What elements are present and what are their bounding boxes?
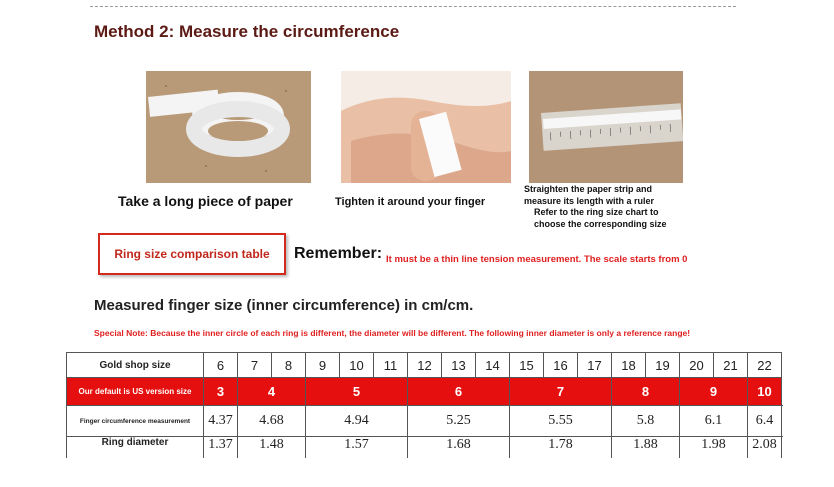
- diameter-cell: 1.48: [238, 437, 306, 460]
- circumference-cell: 5.55: [510, 406, 612, 437]
- circumference-label: Finger circumference measurement: [67, 406, 204, 437]
- diameter-cell: 1.98: [680, 437, 748, 460]
- gold-size-cell: 14: [476, 353, 510, 378]
- circumference-cell: 4.94: [306, 406, 408, 437]
- top-divider: [90, 6, 736, 7]
- diameter-label: Ring diameter: [67, 437, 204, 460]
- remember-label: Remember:: [294, 245, 383, 262]
- diameter-cell: 1.88: [612, 437, 680, 460]
- circumference-cell: 5.25: [408, 406, 510, 437]
- photo-ruler: [529, 71, 683, 183]
- diameter-row: [67, 437, 782, 460]
- gold-size-cell: 10: [340, 353, 374, 378]
- gold-size-cell: 7: [238, 353, 272, 378]
- diameter-cell: 1.78: [510, 437, 612, 460]
- diameter-cell: 1.57: [306, 437, 408, 460]
- us-size-cell: 10: [748, 378, 782, 406]
- gold-size-cell: 6: [204, 353, 238, 378]
- gold-size-cell: 22: [748, 353, 782, 378]
- gold-size-cell: 18: [612, 353, 646, 378]
- diameter-cell: 2.08: [748, 437, 782, 460]
- gold-size-cell: 9: [306, 353, 340, 378]
- ring-size-table: [66, 352, 782, 460]
- circumference-cell: 6.1: [680, 406, 748, 437]
- us-size-cell: 9: [680, 378, 748, 406]
- step3-line: Refer to the ring size chart to: [534, 207, 659, 217]
- step1-caption: Take a long piece of paper: [118, 193, 293, 209]
- photo-paper-strip: [146, 71, 311, 183]
- gold-size-cell: 16: [544, 353, 578, 378]
- diameter-cell: 1.68: [408, 437, 510, 460]
- paper-strip-illustration: [146, 71, 311, 183]
- us-size-cell: 3: [204, 378, 238, 406]
- us-size-row: [67, 378, 782, 406]
- measured-heading: Measured finger size (inner circumference) in cm/cm.: [94, 297, 474, 314]
- circumference-cell: 4.68: [238, 406, 306, 437]
- special-note: Special Note: Because the inner circle of each ring is different, the diameter will be different. The following inner diameter is only a reference range!: [94, 328, 691, 338]
- gold-size-cell: 21: [714, 353, 748, 378]
- gold-size-cell: 8: [272, 353, 306, 378]
- remember-note: It must be a thin line tension measurement. The scale starts from 0: [386, 254, 688, 265]
- circumference-row: [67, 406, 782, 437]
- gold-size-cell: 11: [374, 353, 408, 378]
- gold-size-row: [67, 353, 782, 378]
- gold-size-cell: 13: [442, 353, 476, 378]
- photo-finger-wrap: [341, 71, 511, 183]
- section-title: Method 2: Measure the circumference: [94, 22, 400, 41]
- us-size-cell: 7: [510, 378, 612, 406]
- us-size-cell: 6: [408, 378, 510, 406]
- step2-caption: Tighten it around your finger: [335, 196, 486, 208]
- diameter-cell: 1.37: [204, 437, 238, 460]
- gold-size-cell: 15: [510, 353, 544, 378]
- gold-size-cell: 17: [578, 353, 612, 378]
- comparison-table-label: Ring size comparison table: [98, 233, 286, 275]
- step3-line: Straighten the paper strip and: [524, 184, 653, 194]
- us-size-cell: 4: [238, 378, 306, 406]
- bottom-crop: [0, 458, 834, 487]
- circumference-cell: 6.4: [748, 406, 782, 437]
- gold-size-label: Gold shop size: [67, 353, 204, 378]
- us-size-cell: 8: [612, 378, 680, 406]
- gold-size-cell: 20: [680, 353, 714, 378]
- step3-caption: [524, 184, 667, 230]
- gold-size-cell: 12: [408, 353, 442, 378]
- finger-wrap-illustration: [341, 71, 511, 183]
- ruler-illustration: [529, 71, 683, 183]
- step3-line: choose the corresponding size: [534, 218, 667, 229]
- circumference-cell: 4.37: [204, 406, 238, 437]
- gold-size-cell: 19: [646, 353, 680, 378]
- us-size-label: Our default is US version size: [67, 378, 204, 406]
- circumference-cell: 5.8: [612, 406, 680, 437]
- step3-line: measure its length with a ruler: [524, 195, 655, 206]
- us-size-cell: 5: [306, 378, 408, 406]
